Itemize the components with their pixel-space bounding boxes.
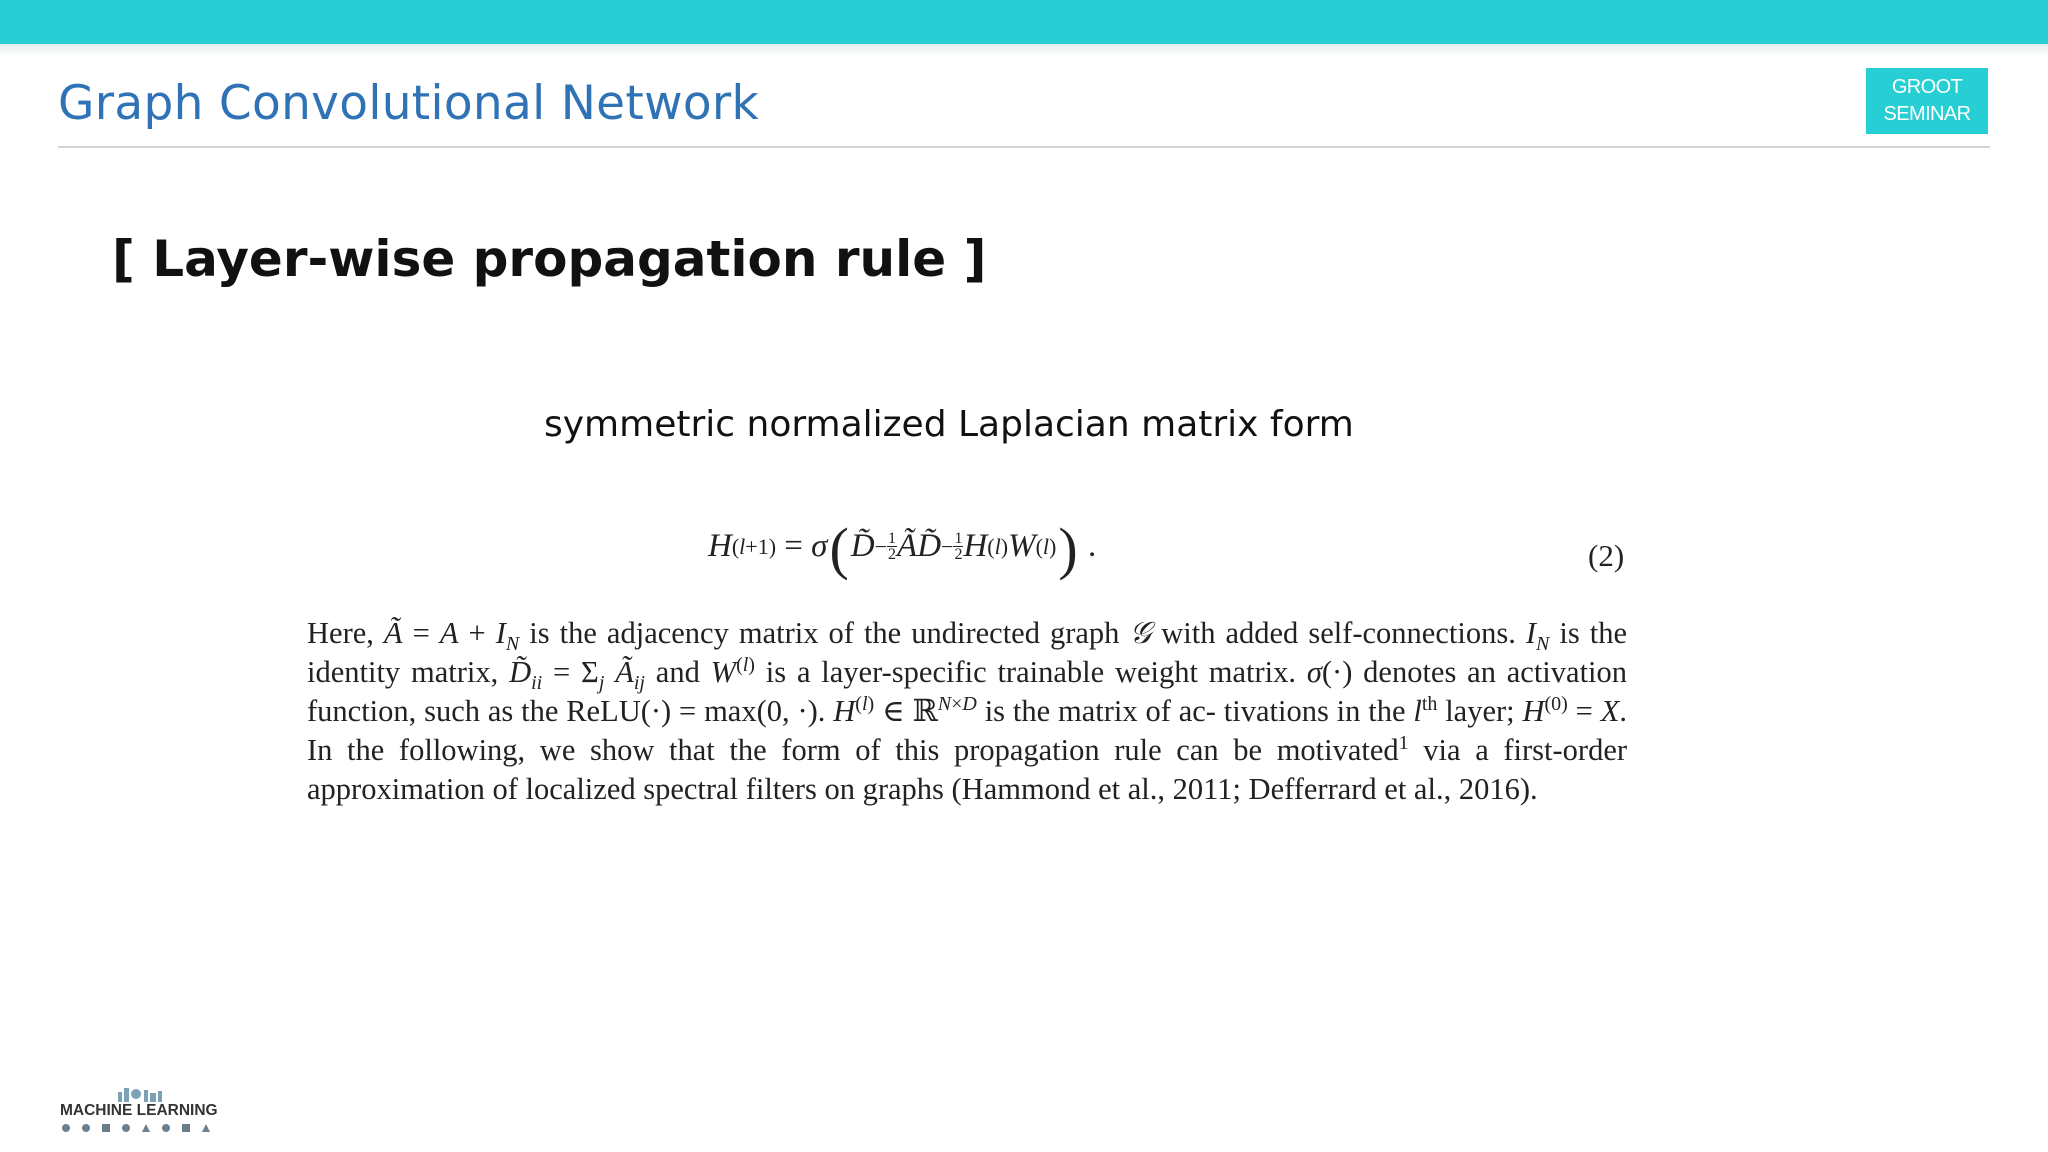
propagation-rule-equation: H (l+1) = σ ( D̃ − $\frac{1}{2}$ ÃD̃ − $\frac{1}{2}$ H (l) W (l) ) . [708,515,1097,581]
logo-text: MACHINE LEARNING [60,1102,218,1119]
section-heading: [ Layer-wise propagation rule ] [112,230,987,288]
slide-title: Graph Convolutional Network [58,76,760,131]
seminar-badge [1866,68,1988,134]
top-bar-shadow [0,44,2048,56]
machine-learning-logo [56,1084,226,1140]
title-divider [58,146,1990,148]
paper-excerpt-paragraph: Here, Ã = $A + I_N$ is the adjacency matrix of the undirected graph 𝒢 with added self-connections. $I_N$ is the identity matrix, $D̃_{ii} = \Sigma_j$ $Ã_{ij}$ and $W^{(l)}$ is a layer-specific trainable weight matrix. σ(·) denotes an activation function, such as the ReLU(·) = max(0, ·). $H^{(l)}$ ∈ ℝ$^{N\times D}$ is the matrix of ac- tivations in the $l^{th}$ layer; $H^{(0)} = X$. In the following, we show that the form of this propagation rule can be motivated$^1$ via a first-order approximation of localized spectral filters on graphs (Hammond et al., 2011; Defferrard et al., 2016). [307,616,1628,806]
badge-line-2: SEMINAR [1883,103,1971,125]
logo-skyline-icon [58,1084,222,1104]
equation-number: (2) [1588,538,1625,573]
badge-line-1: GROOT [1891,76,1963,98]
top-accent-bar [0,0,2048,44]
logo-icon-row [58,1122,222,1138]
equation-caption: symmetric normalized Laplacian matrix form [544,404,1354,445]
